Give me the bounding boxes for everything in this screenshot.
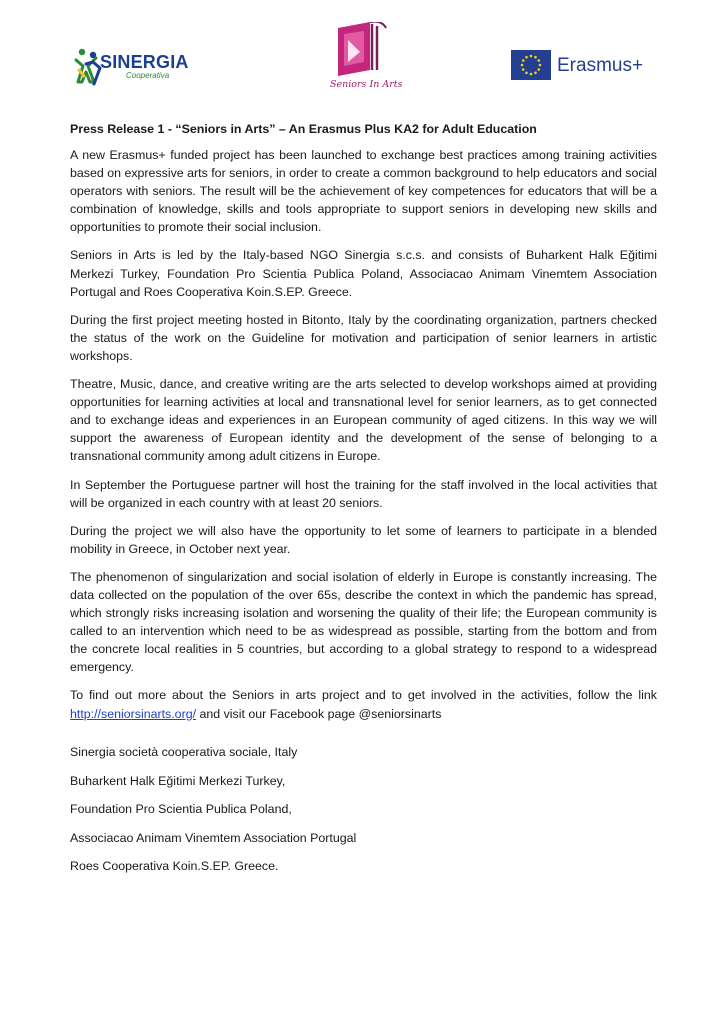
eu-flag-icon bbox=[511, 50, 551, 80]
paragraph-training: In September the Portuguese partner will host the training for the staff involved in the local activities that will be organized in each country with at least 20 seniors. bbox=[70, 477, 657, 510]
partner-item: Sinergia società cooperativa sociale, Italy bbox=[70, 745, 298, 759]
find-out-more-text: To find out more about the Seniors in arts project and to get involved in the activities, follow the link bbox=[70, 688, 657, 703]
paragraph-intro: A new Erasmus+ funded project has been launched to exchange best practices among training activities based on expressive arts for seniors, in order to create a common background to help educators and social operators with seniors. The result will be the achievement of key competences for educators that will be a combination of knowledge, skills and tools appropriate to support seniors in developing new skills and opportunities to promote their social inclusion. bbox=[70, 148, 657, 235]
press-release-body bbox=[70, 120, 657, 723]
paragraph-isolation: The phenomenon of singularization and social isolation of elderly in Europe is constantly increasing. The data collected on the population of the over 65s, describe the context in which the pandemic has spread, which strongly risks increasing isolation and worsening the quality of their life; the European community is called to an intervention which need to be as widespread as possible, starting from the bottom and from the concrete local realities in 5 countries, but according to a global strategy to respond to a widespread emergency. bbox=[70, 569, 657, 675]
project-website-link[interactable]: http://seniorsinarts.org/ bbox=[70, 706, 197, 721]
paragraph-arts-selected: Theatre, Music, dance, and creative writing are the arts selected to develop workshops aimed at providing opportunities for learning activities at local and transnational level for senior learners, as to get connected and to exchange ideas and experiences in an European community of aged citizens. In this way we will support the awareness of European identity and the development of the sense of belonging to a transnational community among adult citizens in Europe. bbox=[70, 377, 657, 464]
partner-item: Roes Cooperativa Koin.S.EP. Greece. bbox=[70, 859, 279, 873]
facebook-page-text: and visit our Facebook page @seniorsinarts bbox=[196, 706, 442, 721]
partner-item: Foundation Pro Scientia Publica Poland, bbox=[70, 802, 292, 816]
seniors-in-arts-logo: Seniors In Arts bbox=[330, 22, 396, 98]
paragraph-partners: Seniors in Arts is led by the Italy-based NGO Sinergia s.c.s. and consists of Buharkent Halk Eğitimi Merkezi Turkey, Foundation Pro Scientia Publica Poland, Associacao Animam Vinemtem Association Portugal and Roes Cooperativa Koin.S.EP. Greece. bbox=[70, 248, 657, 299]
paragraph-first-meeting: During the first project meeting hosted in Bitonto, Italy by the coordinating organization, partners checked the status of the work on the Guideline for motivation and participation of senior learners in artistic workshops. bbox=[70, 312, 657, 363]
partner-item: Associacao Animam Vinemtem Association Portugal bbox=[70, 830, 357, 845]
sinergia-logo: SINERGIA Cooperativa bbox=[74, 44, 184, 88]
partner-item: Buharkent Halk Eğitimi Merkezi Turkey, bbox=[70, 773, 286, 788]
press-release-title: Press Release 1 - “Seniors in Arts” – An Erasmus Plus KA2 for Adult Education bbox=[70, 122, 537, 136]
paragraph-find-out-more bbox=[70, 686, 657, 722]
paragraph-mobility: During the project we will also have the opportunity to let some of learners to participate in a blended mobility in Greece, in October next year. bbox=[70, 523, 657, 556]
seniors-in-arts-emblem-icon bbox=[330, 22, 396, 78]
partner-list bbox=[70, 743, 657, 886]
erasmus-plus-logo: Erasmus+ bbox=[511, 50, 651, 84]
